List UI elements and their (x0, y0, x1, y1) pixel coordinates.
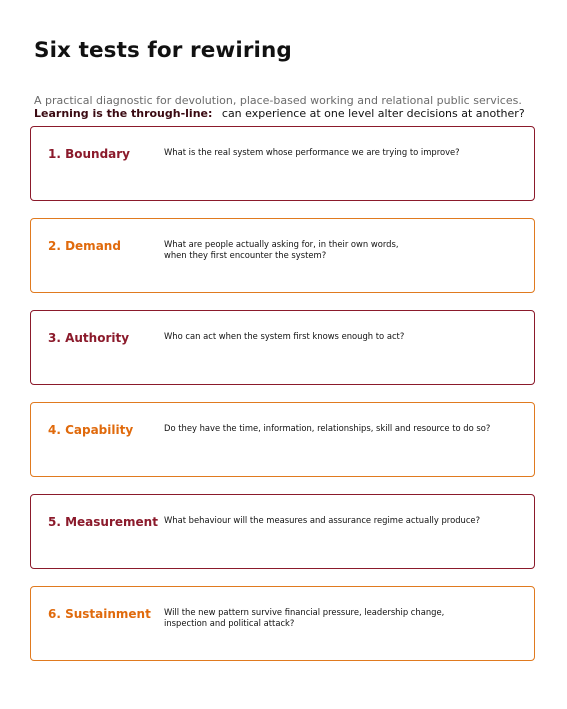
through-line-text: can experience at one level alter decisions at another? (221, 107, 525, 120)
test-question: What are people actually asking for, in their own words, when they first encounter the system? (164, 239, 399, 260)
test-question: What behaviour will the measures and assurance regime actually produce? (164, 515, 481, 525)
test-title: 4. Capability (48, 423, 134, 437)
test-question: Will the new pattern survive financial pressure, leadership change, inspection and political attack? (164, 607, 445, 628)
test-question: Who can act when the system first knows enough to act? (164, 331, 405, 341)
test-title: 1. Boundary (48, 147, 130, 161)
test-card-boundary (30, 126, 535, 201)
test-card-authority (30, 310, 535, 385)
test-card-capability (30, 402, 535, 477)
test-title: 3. Authority (48, 331, 130, 345)
through-line (34, 107, 525, 120)
test-card-sustainment (30, 586, 535, 661)
test-card-measurement (30, 494, 535, 569)
test-title: 6. Sustainment (48, 607, 151, 621)
test-title: 5. Measurement (48, 515, 158, 529)
page-title: Six tests for rewiring (34, 38, 292, 63)
page-subtitle: A practical diagnostic for devolution, place-based working and relational public services. (34, 94, 522, 107)
through-line-lead: Learning is the through-line: (34, 107, 213, 120)
test-card-demand (30, 218, 535, 293)
test-title: 2. Demand (48, 239, 121, 253)
test-question: Do they have the time, information, relationships, skill and resource to do so? (164, 423, 491, 433)
test-question: What is the real system whose performance we are trying to improve? (164, 147, 460, 157)
